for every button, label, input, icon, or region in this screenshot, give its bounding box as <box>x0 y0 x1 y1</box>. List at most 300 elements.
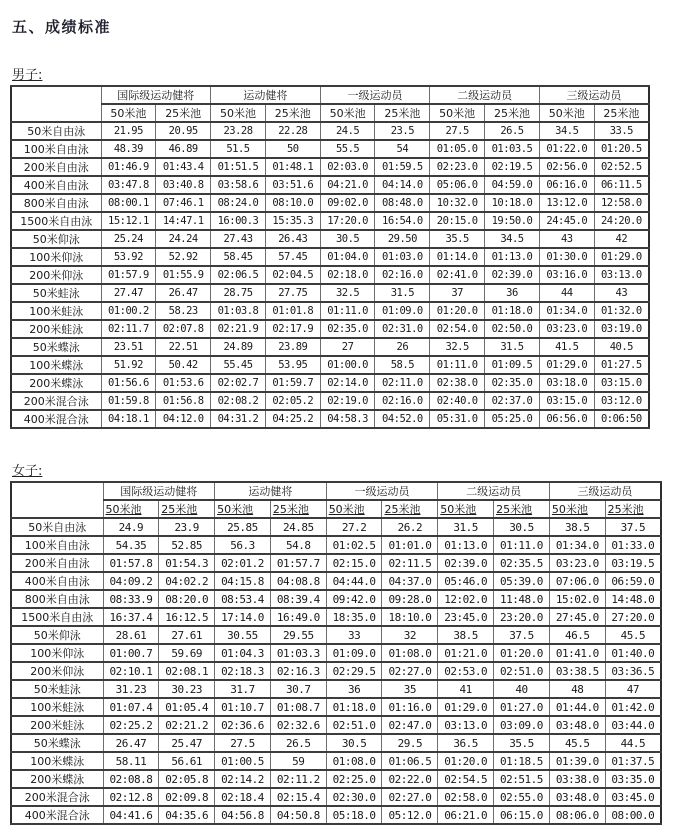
value-cell: 01:13.0 <box>438 536 494 554</box>
value-cell: 02:16.0 <box>375 392 430 410</box>
value-cell: 04:35.6 <box>159 806 215 824</box>
event-cell: 50米仰泳 <box>11 230 101 248</box>
value-cell: 15:35.3 <box>265 212 320 230</box>
value-cell: 38.5 <box>549 518 605 536</box>
table-row <box>11 788 661 806</box>
value-cell: 16:54.0 <box>375 212 430 230</box>
table-row <box>11 590 661 608</box>
value-cell: 01:57.7 <box>270 554 326 572</box>
value-cell: 03:38.5 <box>549 662 605 680</box>
value-cell: 38.5 <box>438 626 494 644</box>
value-cell: 51.5 <box>211 140 266 158</box>
value-cell: 24.89 <box>211 338 266 356</box>
value-cell: 02:35.0 <box>320 320 375 338</box>
value-cell: 02:29.5 <box>326 662 382 680</box>
value-cell: 01:39.0 <box>549 752 605 770</box>
value-cell: 02:55.0 <box>494 788 550 806</box>
value-cell: 17:20.0 <box>320 212 375 230</box>
event-cell: 400米混合泳 <box>11 806 103 824</box>
value-cell: 26.5 <box>485 122 540 140</box>
table-row <box>11 176 649 194</box>
value-cell: 01:51.5 <box>211 158 266 176</box>
event-cell: 200米自由泳 <box>11 554 103 572</box>
value-cell: 26.5 <box>270 734 326 752</box>
value-cell: 03:16.0 <box>539 266 594 284</box>
header-group-row <box>11 86 649 104</box>
value-cell: 01:04.3 <box>215 644 271 662</box>
value-cell: 21.95 <box>101 122 156 140</box>
value-cell: 07:46.1 <box>156 194 211 212</box>
value-cell: 10:32.0 <box>430 194 485 212</box>
value-cell: 33 <box>326 626 382 644</box>
value-cell: 02:06.5 <box>211 266 266 284</box>
value-cell: 16:00.3 <box>211 212 266 230</box>
value-cell: 01:22.0 <box>539 140 594 158</box>
value-cell: 24.9 <box>103 518 159 536</box>
value-cell: 01:18.5 <box>494 752 550 770</box>
value-cell: 04:58.3 <box>320 410 375 428</box>
value-cell: 45.5 <box>549 734 605 752</box>
value-cell: 04:15.8 <box>215 572 271 590</box>
value-cell: 02:52.5 <box>594 158 649 176</box>
table-row <box>11 752 661 770</box>
value-cell: 12:58.0 <box>594 194 649 212</box>
value-cell: 54.35 <box>103 536 159 554</box>
value-cell: 02:27.0 <box>382 662 438 680</box>
value-cell: 02:15.4 <box>270 788 326 806</box>
mens-standards-table <box>10 85 650 429</box>
value-cell: 58.5 <box>375 356 430 374</box>
event-cell: 800米自由泳 <box>11 590 103 608</box>
mens-table-label: 男子: <box>12 68 43 83</box>
value-cell: 01:53.6 <box>156 374 211 392</box>
table-row <box>11 554 661 572</box>
value-cell: 02:47.0 <box>382 716 438 734</box>
value-cell: 01:08.0 <box>382 644 438 662</box>
value-cell: 02:18.0 <box>320 266 375 284</box>
value-cell: 26.43 <box>265 230 320 248</box>
value-cell: 01:09.0 <box>375 302 430 320</box>
value-cell: 02:19.0 <box>320 392 375 410</box>
value-cell: 01:18.0 <box>485 302 540 320</box>
value-cell: 03:40.8 <box>156 176 211 194</box>
value-cell: 02:15.0 <box>326 554 382 572</box>
womens-standards-table <box>10 481 662 825</box>
group-header-cell: 二级运动员 <box>430 86 540 104</box>
event-cell: 100米蛙泳 <box>11 698 103 716</box>
header-pool-row <box>11 104 649 122</box>
value-cell: 01:55.9 <box>156 266 211 284</box>
value-cell: 02:14.0 <box>320 374 375 392</box>
event-cell: 50米蝶泳 <box>11 338 101 356</box>
value-cell: 23:45.0 <box>438 608 494 626</box>
value-cell: 16:49.0 <box>270 608 326 626</box>
pool-header-cell: 25米池 <box>485 104 540 122</box>
value-cell: 01:20.5 <box>594 140 649 158</box>
value-cell: 54.8 <box>270 536 326 554</box>
value-cell: 01:37.5 <box>605 752 661 770</box>
value-cell: 58.23 <box>156 302 211 320</box>
value-cell: 02:01.2 <box>215 554 271 572</box>
value-cell: 01:06.5 <box>382 752 438 770</box>
value-cell: 03:35.0 <box>605 770 661 788</box>
value-cell: 27:20.0 <box>605 608 661 626</box>
value-cell: 51.92 <box>101 356 156 374</box>
pool-header-cell: 50米池 <box>326 500 382 518</box>
pool-header-cell: 25米池 <box>494 500 550 518</box>
value-cell: 04:41.6 <box>103 806 159 824</box>
value-cell: 03:13.0 <box>438 716 494 734</box>
header-pool-row <box>11 500 661 518</box>
value-cell: 02:54.5 <box>438 770 494 788</box>
page-title: 五、成绩标准 <box>12 18 112 36</box>
value-cell: 58.11 <box>103 752 159 770</box>
table-row <box>11 194 649 212</box>
group-header-cell: 国际级运动健将 <box>103 482 215 500</box>
value-cell: 02:56.0 <box>539 158 594 176</box>
value-cell: 01:56.8 <box>156 392 211 410</box>
value-cell: 31.5 <box>438 518 494 536</box>
value-cell: 02:08.1 <box>159 662 215 680</box>
value-cell: 02:02.7 <box>211 374 266 392</box>
value-cell: 26.47 <box>103 734 159 752</box>
value-cell: 26.2 <box>382 518 438 536</box>
value-cell: 12:02.0 <box>438 590 494 608</box>
table-row <box>11 644 661 662</box>
value-cell: 30.5 <box>320 230 375 248</box>
value-cell: 29.50 <box>375 230 430 248</box>
value-cell: 26 <box>375 338 430 356</box>
value-cell: 01:02.5 <box>326 536 382 554</box>
value-cell: 23:20.0 <box>494 608 550 626</box>
value-cell: 42 <box>594 230 649 248</box>
value-cell: 03:47.8 <box>101 176 156 194</box>
value-cell: 24:45.0 <box>539 212 594 230</box>
value-cell: 31.7 <box>215 680 271 698</box>
value-cell: 02:19.5 <box>485 158 540 176</box>
value-cell: 02:41.0 <box>430 266 485 284</box>
event-cell: 200米蛙泳 <box>11 716 103 734</box>
table-row <box>11 806 661 824</box>
value-cell: 01:59.8 <box>101 392 156 410</box>
value-cell: 18:10.0 <box>382 608 438 626</box>
value-cell: 01:03.5 <box>485 140 540 158</box>
value-cell: 16:37.4 <box>103 608 159 626</box>
value-cell: 01:56.6 <box>101 374 156 392</box>
pool-header-cell: 50米池 <box>438 500 494 518</box>
value-cell: 16:12.5 <box>159 608 215 626</box>
pool-header-cell: 50米池 <box>215 500 271 518</box>
value-cell: 19:50.0 <box>485 212 540 230</box>
value-cell: 03:38.0 <box>549 770 605 788</box>
value-cell: 01:40.0 <box>605 644 661 662</box>
pool-header-cell: 25米池 <box>159 500 215 518</box>
value-cell: 53.92 <box>101 248 156 266</box>
value-cell: 25.47 <box>159 734 215 752</box>
value-cell: 02:07.8 <box>156 320 211 338</box>
value-cell: 01:03.0 <box>375 248 430 266</box>
value-cell: 48.39 <box>101 140 156 158</box>
pool-header-cell: 25米池 <box>270 500 326 518</box>
value-cell: 01:04.0 <box>320 248 375 266</box>
value-cell: 06:21.0 <box>438 806 494 824</box>
value-cell: 04:31.2 <box>211 410 266 428</box>
value-cell: 02:35.5 <box>494 554 550 572</box>
value-cell: 04:08.8 <box>270 572 326 590</box>
table-body <box>11 122 649 428</box>
value-cell: 02:16.3 <box>270 662 326 680</box>
value-cell: 28.75 <box>211 284 266 302</box>
value-cell: 01:21.0 <box>438 644 494 662</box>
value-cell: 35.5 <box>494 734 550 752</box>
value-cell: 15:02.0 <box>549 590 605 608</box>
table-row <box>11 338 649 356</box>
value-cell: 31.5 <box>485 338 540 356</box>
value-cell: 02:21.9 <box>211 320 266 338</box>
value-cell: 02:14.2 <box>215 770 271 788</box>
value-cell: 02:25.0 <box>326 770 382 788</box>
value-cell: 05:25.0 <box>485 410 540 428</box>
value-cell: 01:11.0 <box>430 356 485 374</box>
value-cell: 01:13.0 <box>485 248 540 266</box>
table-row <box>11 662 661 680</box>
value-cell: 52.85 <box>159 536 215 554</box>
value-cell: 33.5 <box>594 122 649 140</box>
value-cell: 36.5 <box>438 734 494 752</box>
value-cell: 01:27.5 <box>594 356 649 374</box>
value-cell: 05:31.0 <box>430 410 485 428</box>
value-cell: 02:17.9 <box>265 320 320 338</box>
value-cell: 02:37.0 <box>485 392 540 410</box>
value-cell: 02:05.2 <box>265 392 320 410</box>
value-cell: 08:10.0 <box>265 194 320 212</box>
value-cell: 35.5 <box>430 230 485 248</box>
value-cell: 02:38.0 <box>430 374 485 392</box>
value-cell: 03:48.0 <box>549 716 605 734</box>
value-cell: 15:12.1 <box>101 212 156 230</box>
value-cell: 59 <box>270 752 326 770</box>
value-cell: 05:06.0 <box>430 176 485 194</box>
value-cell: 02:12.8 <box>103 788 159 806</box>
table-row <box>11 230 649 248</box>
value-cell: 02:08.2 <box>211 392 266 410</box>
value-cell: 53.95 <box>265 356 320 374</box>
value-cell: 01:59.7 <box>265 374 320 392</box>
value-cell: 01:46.9 <box>101 158 156 176</box>
table-row <box>11 374 649 392</box>
value-cell: 02:04.5 <box>265 266 320 284</box>
value-cell: 23.28 <box>211 122 266 140</box>
table-row <box>11 302 649 320</box>
table-row <box>11 770 661 788</box>
value-cell: 09:02.0 <box>320 194 375 212</box>
value-cell: 27.47 <box>101 284 156 302</box>
event-cell: 100米仰泳 <box>11 644 103 662</box>
value-cell: 06:16.0 <box>539 176 594 194</box>
table-row <box>11 212 649 230</box>
value-cell: 01:29.0 <box>438 698 494 716</box>
value-cell: 02:21.2 <box>159 716 215 734</box>
value-cell: 59.69 <box>159 644 215 662</box>
value-cell: 03:19.5 <box>605 554 661 572</box>
event-cell: 1500米自由泳 <box>11 212 101 230</box>
value-cell: 01:29.0 <box>539 356 594 374</box>
value-cell: 08:39.4 <box>270 590 326 608</box>
womens-table-label: 女子: <box>12 464 43 479</box>
value-cell: 02:10.1 <box>103 662 159 680</box>
pool-header-cell: 50米池 <box>539 104 594 122</box>
table-row <box>11 158 649 176</box>
value-cell: 30.7 <box>270 680 326 698</box>
table-row <box>11 518 661 536</box>
event-cell: 400米混合泳 <box>11 410 101 428</box>
value-cell: 07:06.0 <box>549 572 605 590</box>
value-cell: 02:50.0 <box>485 320 540 338</box>
event-cell: 100米蝶泳 <box>11 356 101 374</box>
value-cell: 50 <box>265 140 320 158</box>
value-cell: 01:03.8 <box>211 302 266 320</box>
value-cell: 03:12.0 <box>594 392 649 410</box>
value-cell: 05:18.0 <box>326 806 382 824</box>
value-cell: 02:23.0 <box>430 158 485 176</box>
value-cell: 24.24 <box>156 230 211 248</box>
value-cell: 01:16.0 <box>382 698 438 716</box>
value-cell: 02:51.5 <box>494 770 550 788</box>
event-cell: 200米仰泳 <box>11 662 103 680</box>
value-cell: 03:15.0 <box>539 392 594 410</box>
value-cell: 04:02.2 <box>159 572 215 590</box>
value-cell: 28.61 <box>103 626 159 644</box>
value-cell: 02:16.0 <box>375 266 430 284</box>
value-cell: 09:42.0 <box>326 590 382 608</box>
group-header-cell: 一级运动员 <box>326 482 438 500</box>
value-cell: 03:18.0 <box>539 374 594 392</box>
event-cell: 50米蛙泳 <box>11 284 101 302</box>
value-cell: 08:53.4 <box>215 590 271 608</box>
value-cell: 27.2 <box>326 518 382 536</box>
value-cell: 04:25.2 <box>265 410 320 428</box>
value-cell: 04:18.1 <box>101 410 156 428</box>
group-header-cell: 运动健将 <box>215 482 327 500</box>
event-cell: 50米仰泳 <box>11 626 103 644</box>
value-cell: 04:12.0 <box>156 410 211 428</box>
value-cell: 02:53.0 <box>438 662 494 680</box>
value-cell: 04:50.8 <box>270 806 326 824</box>
value-cell: 57.45 <box>265 248 320 266</box>
value-cell: 01:01.8 <box>265 302 320 320</box>
value-cell: 01:42.0 <box>605 698 661 716</box>
value-cell: 02:11.7 <box>101 320 156 338</box>
value-cell: 03:19.0 <box>594 320 649 338</box>
value-cell: 04:59.0 <box>485 176 540 194</box>
value-cell: 43 <box>539 230 594 248</box>
value-cell: 06:56.0 <box>539 410 594 428</box>
event-cell: 400米自由泳 <box>11 176 101 194</box>
value-cell: 02:11.5 <box>382 554 438 572</box>
table-row <box>11 536 661 554</box>
value-cell: 01:34.0 <box>549 536 605 554</box>
value-cell: 40.5 <box>594 338 649 356</box>
value-cell: 24.5 <box>320 122 375 140</box>
value-cell: 01:05.4 <box>159 698 215 716</box>
value-cell: 48 <box>549 680 605 698</box>
value-cell: 02:05.8 <box>159 770 215 788</box>
pool-header-cell: 25米池 <box>382 500 438 518</box>
value-cell: 52.92 <box>156 248 211 266</box>
event-cell: 50米自由泳 <box>11 122 101 140</box>
value-cell: 23.9 <box>159 518 215 536</box>
value-cell: 06:11.5 <box>594 176 649 194</box>
value-cell: 02:31.0 <box>375 320 430 338</box>
event-cell: 100米仰泳 <box>11 248 101 266</box>
womens-section <box>10 460 666 825</box>
group-header-cell: 三级运动员 <box>549 482 661 500</box>
value-cell: 03:15.0 <box>594 374 649 392</box>
table-row <box>11 680 661 698</box>
table-header <box>11 86 649 122</box>
value-cell: 01:20.0 <box>494 644 550 662</box>
value-cell: 04:21.0 <box>320 176 375 194</box>
value-cell: 25.85 <box>215 518 271 536</box>
pool-header-cell: 50米池 <box>549 500 605 518</box>
value-cell: 01:20.0 <box>430 302 485 320</box>
value-cell: 02:22.0 <box>382 770 438 788</box>
table-row <box>11 626 661 644</box>
value-cell: 13:12.0 <box>539 194 594 212</box>
value-cell: 04:56.8 <box>215 806 271 824</box>
value-cell: 03:45.0 <box>605 788 661 806</box>
event-cell: 400米自由泳 <box>11 572 103 590</box>
event-cell: 200米蛙泳 <box>11 320 101 338</box>
table-body <box>11 518 661 824</box>
value-cell: 01:11.0 <box>320 302 375 320</box>
pool-header-cell: 25米池 <box>594 104 649 122</box>
value-cell: 02:09.8 <box>159 788 215 806</box>
value-cell: 01:00.7 <box>103 644 159 662</box>
pool-header-cell: 50米池 <box>430 104 485 122</box>
value-cell: 14:47.1 <box>156 212 211 230</box>
table-row <box>11 410 649 428</box>
value-cell: 05:39.0 <box>494 572 550 590</box>
event-cell: 50米自由泳 <box>11 518 103 536</box>
value-cell: 08:00.1 <box>101 194 156 212</box>
table-row <box>11 356 649 374</box>
group-header-cell: 二级运动员 <box>438 482 550 500</box>
value-cell: 02:11.2 <box>270 770 326 788</box>
value-cell: 01:00.0 <box>320 356 375 374</box>
value-cell: 08:00.0 <box>605 806 661 824</box>
event-cell: 200米自由泳 <box>11 158 101 176</box>
table-header <box>11 482 661 518</box>
value-cell: 44.5 <box>605 734 661 752</box>
value-cell: 30.23 <box>159 680 215 698</box>
value-cell: 01:09.0 <box>326 644 382 662</box>
value-cell: 30.55 <box>215 626 271 644</box>
value-cell: 05:46.0 <box>438 572 494 590</box>
table-row <box>11 284 649 302</box>
value-cell: 01:33.0 <box>605 536 661 554</box>
value-cell: 24:20.0 <box>594 212 649 230</box>
value-cell: 08:33.9 <box>103 590 159 608</box>
value-cell: 01:03.3 <box>270 644 326 662</box>
value-cell: 02:58.0 <box>438 788 494 806</box>
event-cell: 200米混合泳 <box>11 392 101 410</box>
value-cell: 25.24 <box>101 230 156 248</box>
value-cell: 22.28 <box>265 122 320 140</box>
pool-header-cell: 25米池 <box>375 104 430 122</box>
value-cell: 02:36.6 <box>215 716 271 734</box>
event-cell: 50米蛙泳 <box>11 680 103 698</box>
